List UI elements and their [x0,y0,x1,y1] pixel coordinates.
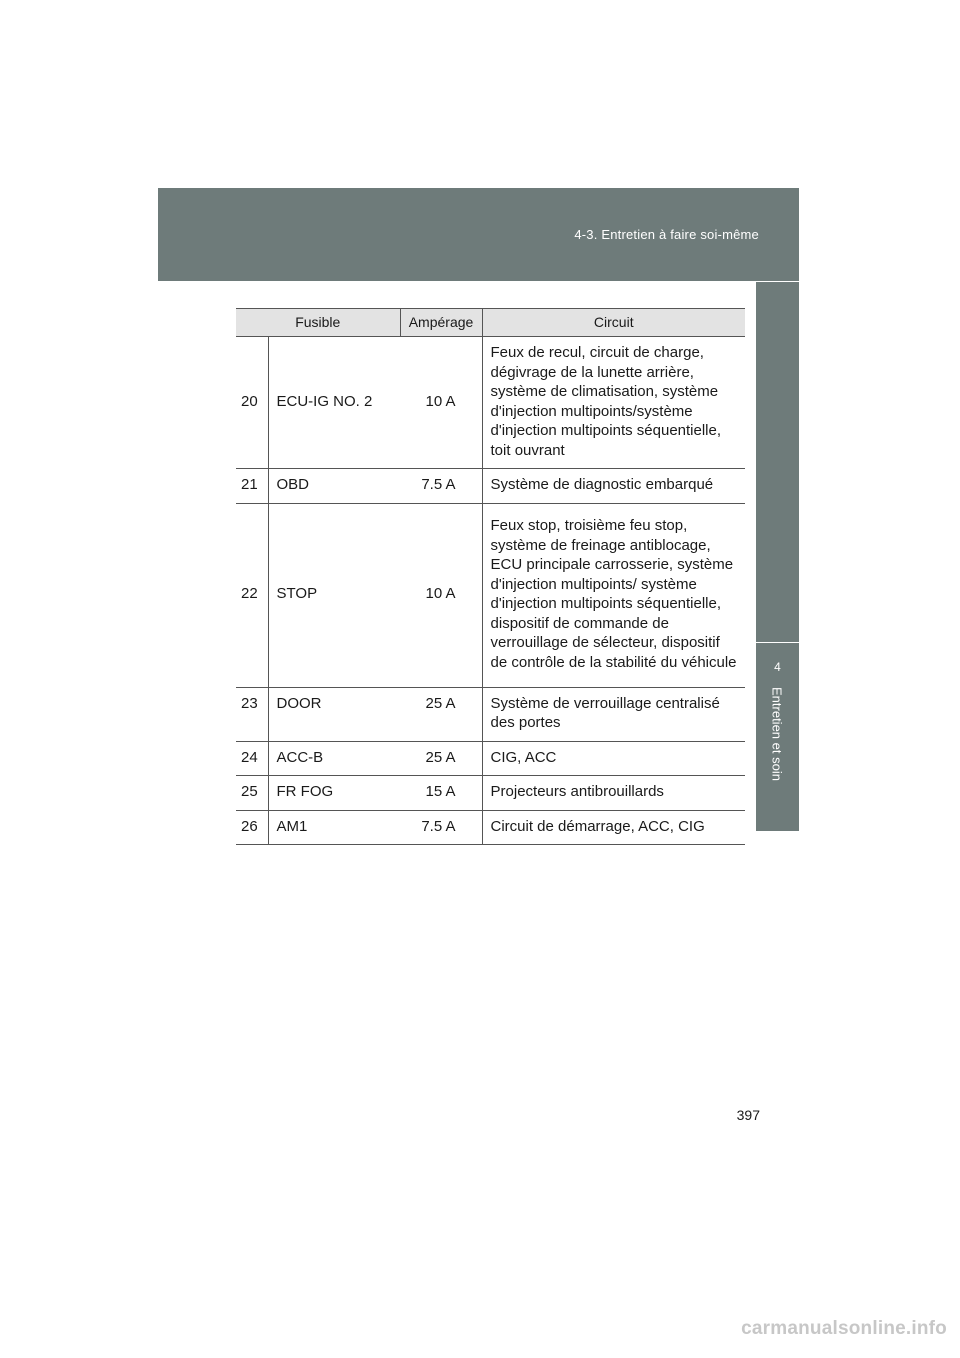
fuse-circuit: Feux de recul, circuit de charge, dégivrage de la lunette arrière, système de climatisation, système d'injection multipoints/système d'injection multipoints séquentielle, toit ouvrant [482,337,745,469]
fuse-name: STOP [268,503,400,687]
fuse-number: 22 [236,503,268,687]
section-header-band [158,188,799,281]
fuse-amperage: 7.5 A [400,810,482,845]
fuse-number: 21 [236,469,268,504]
fuse-number: 24 [236,741,268,776]
fuse-amperage: 7.5 A [400,469,482,504]
chapter-number: 4 [774,660,781,674]
watermark-link[interactable]: carmanualsonline.info [741,1318,947,1339]
side-band [756,282,799,642]
fuse-number: 20 [236,337,268,469]
table-header-row [236,309,745,337]
fuse-amperage: 10 A [400,503,482,687]
fuse-number: 25 [236,776,268,811]
column-header-circuit: Circuit [482,309,745,337]
fuse-name: ACC-B [268,741,400,776]
fuse-name: ECU-IG NO. 2 [268,337,400,469]
fuse-name: AM1 [268,810,400,845]
table-row [236,687,745,741]
fuse-name: DOOR [268,687,400,741]
table-row [236,503,745,687]
fuse-circuit: Circuit de démarrage, ACC, CIG [482,810,745,845]
table-row [236,741,745,776]
fuse-amperage: 25 A [400,687,482,741]
fuse-name: OBD [268,469,400,504]
fuse-number: 23 [236,687,268,741]
fuse-circuit: Projecteurs antibrouillards [482,776,745,811]
table-row [236,810,745,845]
column-header-fuse: Fusible [236,309,400,337]
table-row [236,469,745,504]
fuse-table [236,308,745,845]
fuse-number: 26 [236,810,268,845]
chapter-label: Entretien et soin [769,687,785,781]
column-header-amperage: Ampérage [400,309,482,337]
fuse-circuit: Système de diagnostic embarqué [482,469,745,504]
fuse-circuit: Feux stop, troisième feu stop, système de freinage antiblocage, ECU principale carrosserie, système d'injection multipoints/ système d'injection multipoints séquentielle, dispositif de commande de verrouillage de sélecteur, dispositif de contrôle de la stabilité du véhicule [482,503,745,687]
section-title: 4-3. Entretien à faire soi-même [574,227,759,242]
fuse-circuit: CIG, ACC [482,741,745,776]
table-row [236,337,745,469]
fuse-circuit: Système de verrouillage centralisé des portes [482,687,745,741]
chapter-tab [756,643,799,831]
fuse-name: FR FOG [268,776,400,811]
fuse-amperage: 25 A [400,741,482,776]
page-number: 397 [736,1107,760,1123]
fuse-amperage: 10 A [400,337,482,469]
fuse-amperage: 15 A [400,776,482,811]
table-row [236,776,745,811]
